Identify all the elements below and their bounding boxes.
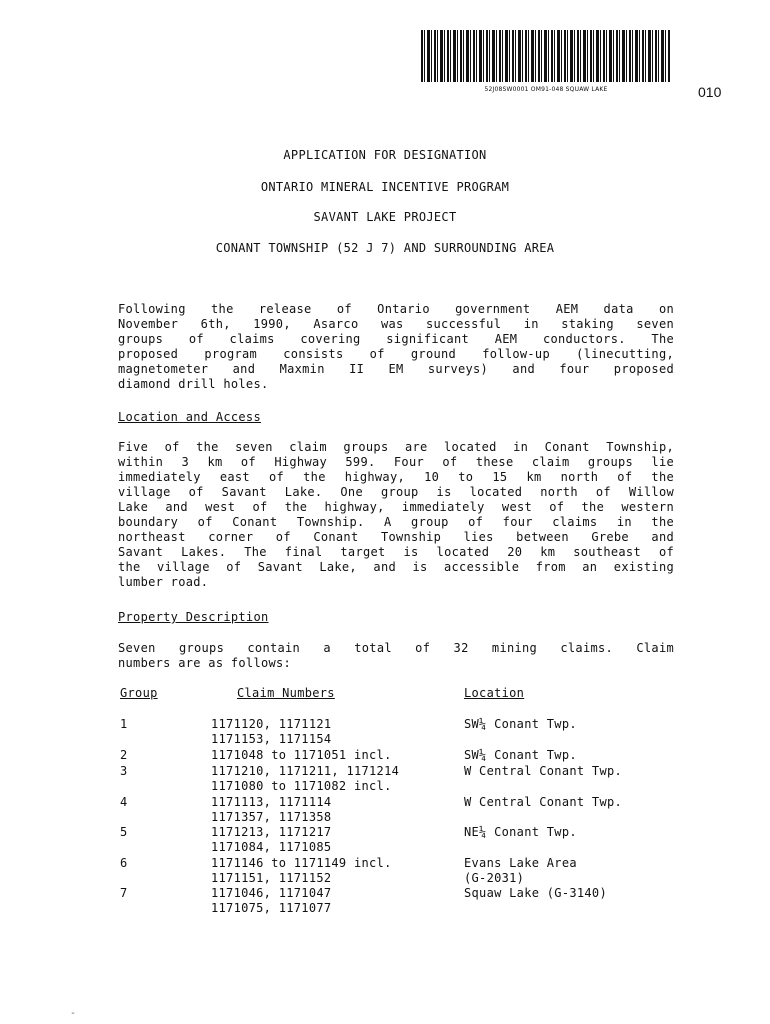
claim-location: W Central Conant Twp. (464, 795, 623, 809)
heading-program: ONTARIO MINERAL INCENTIVE PROGRAM (260, 180, 510, 194)
intro-paragraph (118, 302, 674, 392)
intro-line: Following the release of Ontario government AEM data on (118, 302, 674, 316)
claim-numbers: 1171048 to 1171051 incl. (211, 748, 392, 762)
barcode-caption: 52J08SW0001 OM91-048 SQUAW LAKE (484, 86, 608, 93)
location-line: immediately east of the highway, 10 to 15 km north of the (118, 470, 674, 484)
intro-line: diamond drill holes. (118, 377, 269, 391)
claim-numbers: 1171151, 1171152 (211, 871, 332, 885)
property-line: numbers are as follows: (118, 656, 292, 670)
claim-location: W Central Conant Twp. (464, 764, 623, 778)
claim-numbers: 1171213, 1171217 (211, 825, 332, 839)
group-number: 3 (120, 764, 128, 778)
group-number: 1 (120, 717, 128, 731)
claim-location: Squaw Lake (G-3140) (464, 886, 607, 900)
location-line: within 3 km of Highway 599. Four of these claim groups lie (118, 455, 674, 469)
group-number: 7 (120, 886, 128, 900)
claim-numbers: 1171084, 1171085 (211, 840, 332, 854)
claim-numbers: 1171357, 1171358 (211, 810, 332, 824)
heading-project: SAVANT LAKE PROJECT (313, 210, 457, 224)
location-line: lumber road. (118, 575, 209, 589)
property-line: Seven groups contain a total of 32 mining claims. Claim (118, 641, 674, 655)
location-line: Lake and west of the highway, immediately west of the western (118, 500, 674, 514)
claim-location: SW¼ Conant Twp. (464, 748, 577, 762)
intro-line: proposed program consists of ground follow-up (linecutting, (118, 347, 674, 361)
heading-township: CONANT TOWNSHIP (52 J 7) AND SURROUNDING AREA (215, 241, 555, 255)
location-line: the village of Savant Lake, and is accessible from an existing (118, 560, 674, 574)
group-number: 4 (120, 795, 128, 809)
claim-numbers: 1171113, 1171114 (211, 795, 332, 809)
barcode-icon (421, 30, 671, 82)
scan-mark: - (70, 1008, 77, 1019)
claim-numbers: 1171075, 1171077 (211, 901, 332, 915)
property-section-title: Property Description (118, 610, 269, 624)
location-line: boundary of Conant Township. A group of four claims in the (118, 515, 674, 529)
property-paragraph (118, 641, 674, 671)
table-header-claims: Claim Numbers (237, 686, 335, 700)
claim-numbers: 1171046, 1171047 (211, 886, 332, 900)
intro-line: November 6th, 1990, Asarco was successful in staking seven (118, 317, 674, 331)
location-line: village of Savant Lake. One group is located north of Willow (118, 485, 674, 499)
claim-numbers: 1171080 to 1171082 incl. (211, 779, 392, 793)
heading-application: APPLICATION FOR DESIGNATION (283, 148, 487, 162)
claim-numbers: 1171153, 1171154 (211, 732, 332, 746)
intro-line: groups of claims covering significant AEM conductors. The (118, 332, 674, 346)
location-paragraph (118, 440, 674, 590)
claim-numbers: 1171146 to 1171149 incl. (211, 856, 392, 870)
claim-numbers: 1171210, 1171211, 1171214 (211, 764, 400, 778)
group-number: 2 (120, 748, 128, 762)
group-number: 5 (120, 825, 128, 839)
location-section-title: Location and Access (118, 410, 261, 424)
location-line: Savant Lakes. The final target is located 20 km southeast of (118, 545, 674, 559)
claim-location: SW¼ Conant Twp. (464, 717, 577, 731)
location-line: northeast corner of Conant Township lies between Grebe and (118, 530, 674, 544)
claim-location: NE¼ Conant Twp. (464, 825, 577, 839)
location-line: Five of the seven claim groups are located in Conant Township, (118, 440, 674, 454)
claim-location: Evans Lake Area (464, 856, 577, 870)
claim-numbers: 1171120, 1171121 (211, 717, 332, 731)
intro-line: magnetometer and Maxmin II EM surveys) and four proposed (118, 362, 674, 376)
claim-location: (G-2031) (464, 871, 525, 885)
page-number: 010 (698, 84, 722, 100)
table-header-location: Location (464, 686, 525, 700)
table-header-group: Group (120, 686, 158, 700)
group-number: 6 (120, 856, 128, 870)
